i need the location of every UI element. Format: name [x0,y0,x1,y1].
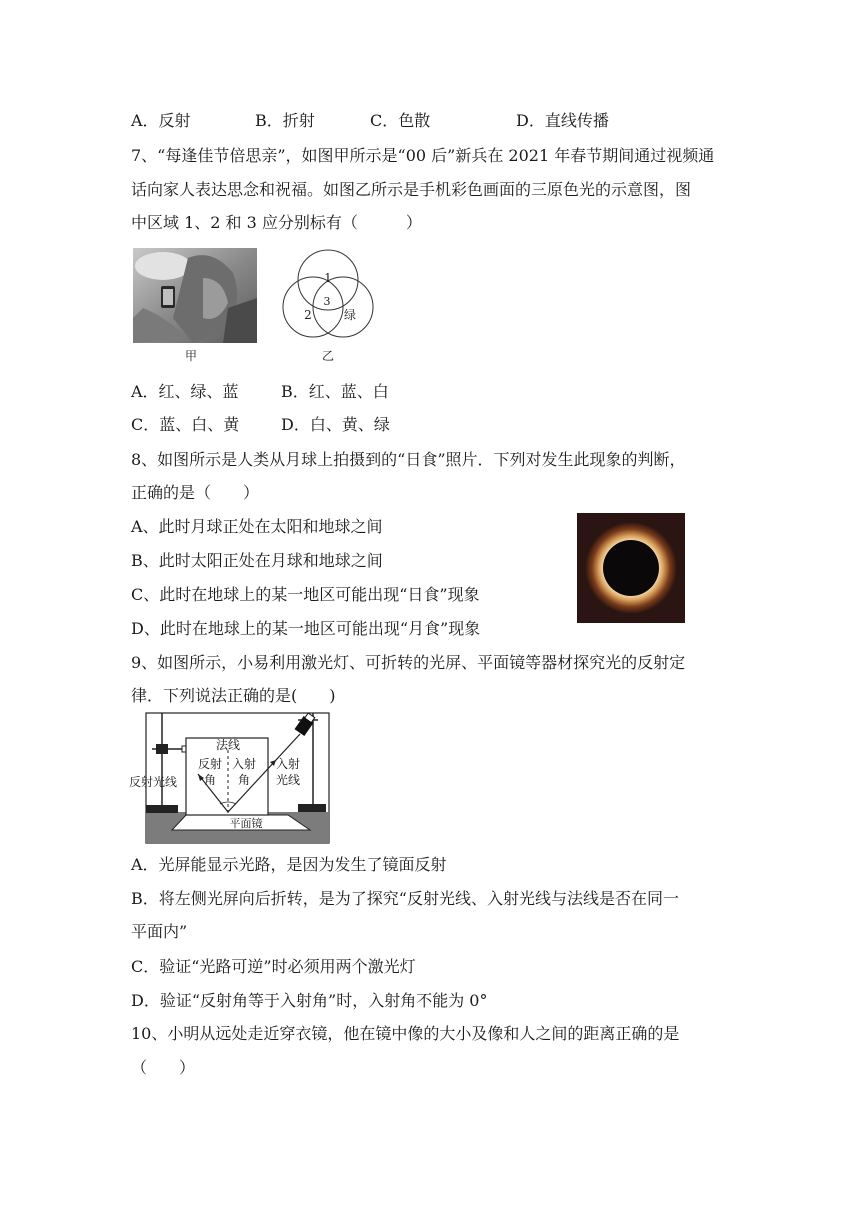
q8-option-a: A、此时月球正处在太阳和地球之间 [131,517,383,536]
q8-stem-line-2: 正确的是（ ） [131,483,260,502]
q9-option-b-line-1: B．将左侧光屏向后折转，是为了探究“反射光线、入射光线与法线是否在同一 [131,889,679,908]
q9-option-a: A．光屏能显示光路，是因为发生了镜面反射 [131,855,447,874]
q7-region-1: 1 [324,271,332,285]
q7-option-b: B．红、蓝、白 [281,382,389,401]
q9-label-refl-angle-1: 反射 [197,757,223,771]
q9-label-inc-ray-1: 入射 [275,757,301,771]
q9-label-inc-angle-1: 入射 [231,757,257,771]
q9-option-c: C．验证“光路可逆”时必须用两个激光灯 [131,957,416,976]
q7-option-a: A．红、绿、蓝 [131,382,239,401]
q8-option-b: B、此时太阳正处在月球和地球之间 [131,551,383,570]
q7-option-c: C．蓝、白、黄 [131,415,240,434]
q7-stem-line-1: 7、“每逢佳节倍思亲”，如图甲所示是“00 后”新兵在 2021 年春节期间通过视频通 [131,146,715,165]
q9-stem-line-1: 9、如图所示，小易利用激光灯、可折转的光屏、平面镜等器材探究光的反射定 [131,653,686,672]
q8-eclipse-photo [577,513,685,623]
q9-label-inc-ray-2: 光线 [275,773,301,787]
q8-stem-line-1: 8、如图所示是人类从月球上拍摄到的“日食”照片．下列对发生此现象的判断， [131,450,686,469]
q9-label-normal: 法线 [215,738,241,752]
q7-stem-line-2: 话向家人表达思念和祝福。如图乙所示是手机彩色画面的三原色光的示意图，图 [131,180,692,199]
q7-stem-line-3: 中区域 1、2 和 3 应分别标有（ ） [131,213,422,232]
q9-label-refl-angle-2: 角 [203,773,217,787]
q8-option-c: C、此时在地球上的某一地区可能出现“日食”现象 [131,585,480,604]
q9-label-refl-ray: 反射光线 [129,775,178,789]
q7-photo-soldier [133,248,257,366]
q7-option-d: D．白、黄、绿 [281,415,390,434]
q7-diagram-color-circles [276,248,386,366]
q7-region-3: 3 [323,295,331,308]
q9-option-d: D．验证“反射角等于入射角”时，入射角不能为 0° [131,991,488,1010]
q10-stem-line-2: （ ） [131,1058,196,1077]
q9-stem-line-2: 律．下列说法正确的是( ) [131,686,336,705]
q7-region-green: 绿 [343,308,357,322]
q9-label-mirror: 平面镜 [229,817,263,830]
q6-option-d: D．直线传播 [516,111,609,130]
q10-stem-line-1: 10、小明从远处走近穿衣镜，他在镜中像的大小及像和人之间的距离正确的是 [131,1024,680,1043]
q7-label-jia: 甲 [184,349,198,363]
q9-label-inc-angle-2: 角 [237,773,251,787]
q9-option-b-line-2: 平面内” [131,922,188,941]
q8-option-d: D、此时在地球上的某一地区可能出现“月食”现象 [131,619,481,638]
q7-region-2: 2 [304,308,312,322]
q7-label-yi: 乙 [321,349,335,363]
q6-option-b: B．折射 [255,111,315,130]
q6-option-c: C．色散 [370,111,431,130]
q6-option-a: A．反射 [131,111,191,130]
